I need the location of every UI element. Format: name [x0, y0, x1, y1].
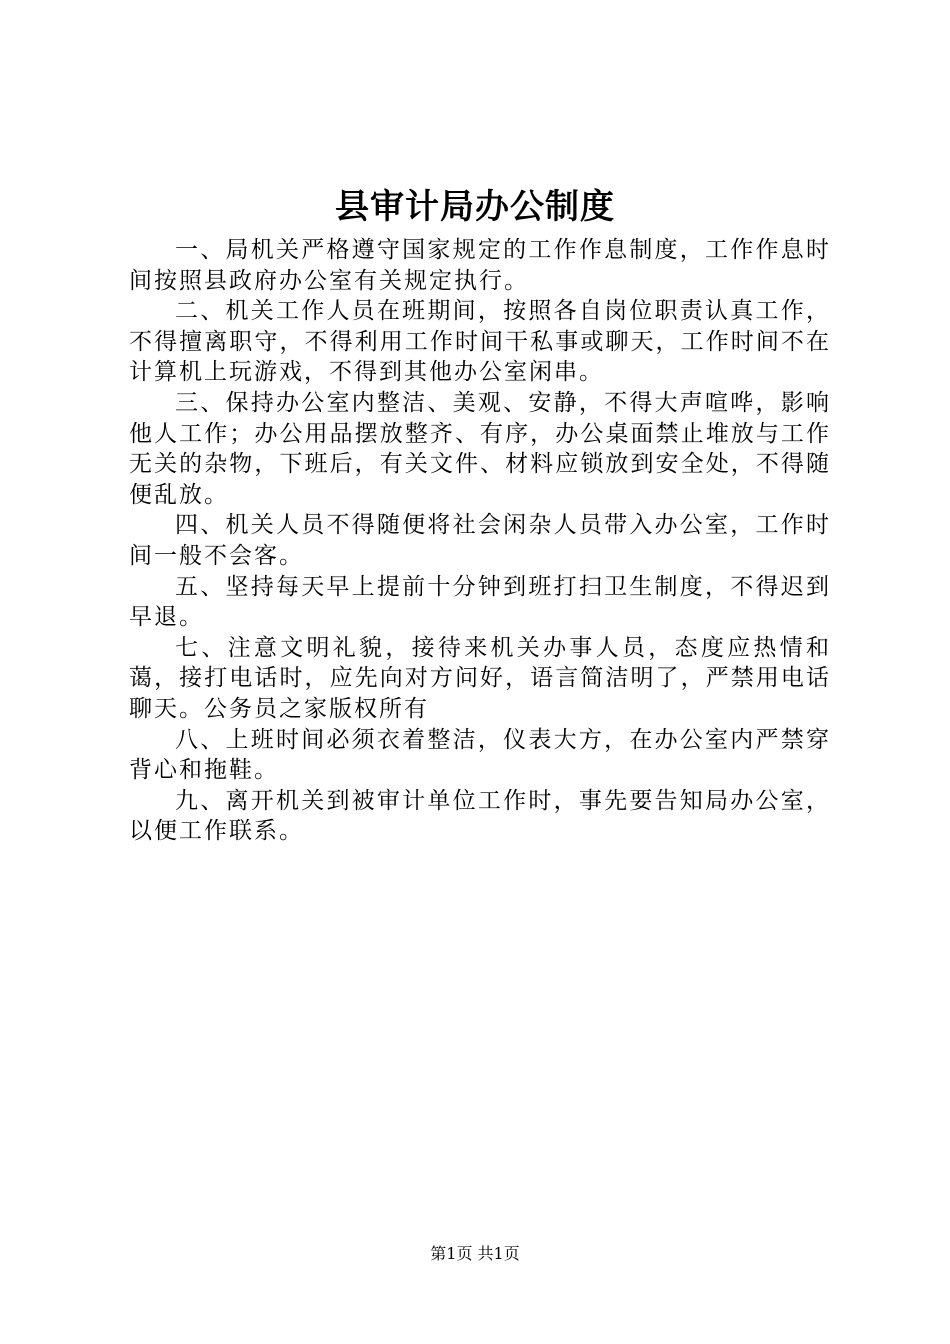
paragraph-5: 五、坚持每天早上提前十分钟到班打扫卫生制度，不得迟到早退。	[129, 573, 831, 631]
page-footer: 第1页 共1页	[430, 1244, 520, 1263]
paragraph-2: 二、机关工作人员在班期间，按照各自岗位职责认真工作，不得擅离职守，不得利用工作时间干私事或聊天，工作时间不在计算机上玩游戏，不得到其他办公室闲串。	[129, 298, 831, 386]
paragraph-8: 八、上班时间必须衣着整洁，仪表大方，在办公室内严禁穿背心和拖鞋。	[129, 726, 831, 784]
paragraph-1: 一、局机关严格遵守国家规定的工作作息制度，工作作息时间按照县政府办公室有关规定执行。	[129, 237, 831, 294]
paragraph-3: 三、保持办公室内整洁、美观、安静，不得大声喧哗，影响他人工作；办公用品摆放整齐、有序，办公桌面禁止堆放与工作无关的杂物，下班后，有关文件、材料应锁放到安全处，不得随便乱放。	[129, 389, 831, 508]
document-title: 县审计局办公制度	[335, 187, 615, 227]
document-body	[129, 235, 831, 847]
paragraph-9: 九、离开机关到被审计单位工作时，事先要告知局办公室，以便工作联系。	[129, 787, 831, 845]
paragraph-7: 七、注意文明礼貌，接待来机关办事人员，态度应热情和蔼，接打电话时，应先向对方问好，语言简洁明了，严禁用电话聊天。公务员之家版权所有	[129, 634, 831, 722]
paragraph-4: 四、机关人员不得随便将社会闲杂人员带入办公室，工作时间一般不会客。	[129, 512, 831, 569]
